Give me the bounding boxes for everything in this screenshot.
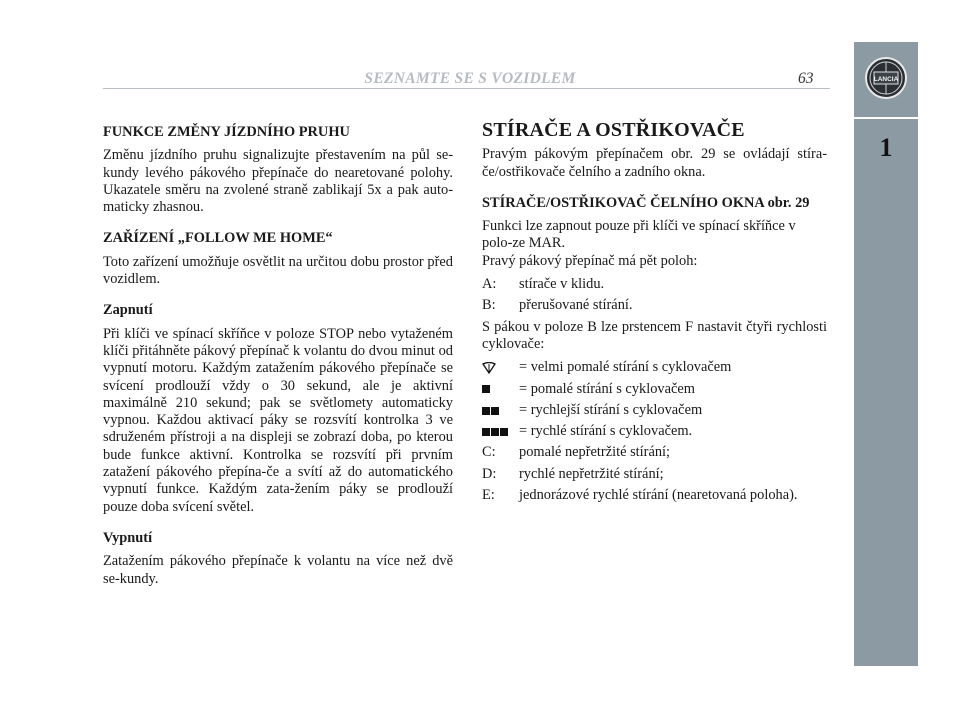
paragraph-speed-ring: S pákou v poloze B lze prstencem F nastavit čtyři rychlosti cyklovače: <box>482 318 827 352</box>
item-label: B: <box>482 297 496 314</box>
chapter-side-tab <box>854 42 918 666</box>
item-text: jednorázové rychlé stírání (nearetovaná poloha). <box>519 487 798 504</box>
section-heading-windscreen-wipers: STÍRAČE/OSTŘIKOVAČ ČELNÍHO OKNA obr. 29 <box>482 194 810 211</box>
list-item <box>482 297 827 314</box>
speed-text: = rychlé stírání s cyklovačem. <box>519 423 693 440</box>
speed-item <box>482 423 827 440</box>
item-text: rychlé nepřetržité stírání; <box>519 465 664 482</box>
header-rule <box>103 88 830 89</box>
speed-item <box>482 381 827 398</box>
speed-text: = velmi pomalé stírání s cyklovačem <box>519 359 732 376</box>
item-label: A: <box>482 276 497 293</box>
left-column <box>103 124 453 588</box>
logo-text: LANCIA <box>873 76 899 83</box>
two-squares-icon <box>482 402 519 419</box>
three-squares-icon <box>482 423 519 440</box>
speed-item <box>482 359 827 376</box>
right-column <box>482 119 827 508</box>
paragraph-key-position: Funkci lze zapnout pouze při klíči ve spínací skříňce v polo-ze MAR. <box>482 218 796 252</box>
paragraph-follow-me-home: Toto zařízení umožňuje osvětlit na určitou dobu prostor před vozidlem. <box>103 253 453 288</box>
paragraph-wipers-intro: Pravým pákovým přepínačem obr. 29 se ovládají stíra-če/ostřikovače čelního a zadního okna. <box>482 146 827 180</box>
one-square-icon <box>482 381 519 398</box>
speed-item <box>482 402 827 419</box>
item-label: D: <box>482 465 497 482</box>
list-item <box>482 487 827 504</box>
paragraph-switch-off: Zatažením pákového přepínače k volantu na více než dvě se-kundy. <box>103 553 453 587</box>
page-number: 63 <box>798 70 814 87</box>
section-title-wipers: STÍRAČE A OSTŘIKOVAČE <box>482 119 745 141</box>
list-item <box>482 466 827 483</box>
speed-text: = pomalé stírání s cyklovačem <box>519 380 695 397</box>
subheading-switch-on: Zapnutí <box>103 302 153 319</box>
section-heading-follow-me-home: ZAŘÍZENÍ „FOLLOW ME HOME“ <box>103 230 333 247</box>
item-text: stírače v klidu. <box>519 276 605 293</box>
list-item <box>482 276 827 293</box>
section-heading-lane-change: FUNKCE ZMĚNY JÍZDNÍHO PRUHU <box>103 124 350 140</box>
paragraph-switch-on: Při klíči ve spínací skříňce v poloze STOP nebo vytaženém klíči přitáhněte pákový přepínač k volantu do dvou minut od vypnutí motoru. Každým zatažením pákového přepínače se svícení prodlouží vždy o 30 sekund, ale je aktivní maximálně 210 sekund; pak se světlomety automaticky vypnou. Každou aktivací páky se rozsvítí kontrolka 3 ve sdruženém přístroji a na displeji se zobrazí doba, po kterou bude funkce aktivní. Kontrolka se rozsvítí při prvním zatažení pákového přepína-če a svítí až do automatického vypnutí funkce. Každým zata-žením páky se prodlouží pouze doba svícení světel. <box>103 325 453 515</box>
list-item <box>482 444 827 461</box>
lancia-logo-icon <box>864 56 908 100</box>
item-text: pomalé nepřetržité stírání; <box>519 444 671 461</box>
wiper-icon <box>482 359 519 376</box>
item-text: přerušované stírání. <box>519 297 633 314</box>
paragraph-five-positions: Pravý pákový přepínač má pět poloh: <box>482 252 698 269</box>
item-label: E: <box>482 487 495 504</box>
chapter-number: 1 <box>879 133 893 162</box>
item-label: C: <box>482 444 496 461</box>
speed-text: = rychlejší stírání s cyklovačem <box>519 401 703 418</box>
running-header-title: SEZNAMTE SE S VOZIDLEM <box>364 70 576 87</box>
subheading-switch-off: Vypnutí <box>103 529 153 546</box>
paragraph-lane-change: Změnu jízdního pruhu signalizujte přestavením na půl se-kundy levého pákového přepínače do nearetované polohy. Ukazatele směru na zvolené straně zablikají 5x a pak auto-maticky zhasnou. <box>103 147 453 216</box>
tab-divider <box>854 117 918 119</box>
